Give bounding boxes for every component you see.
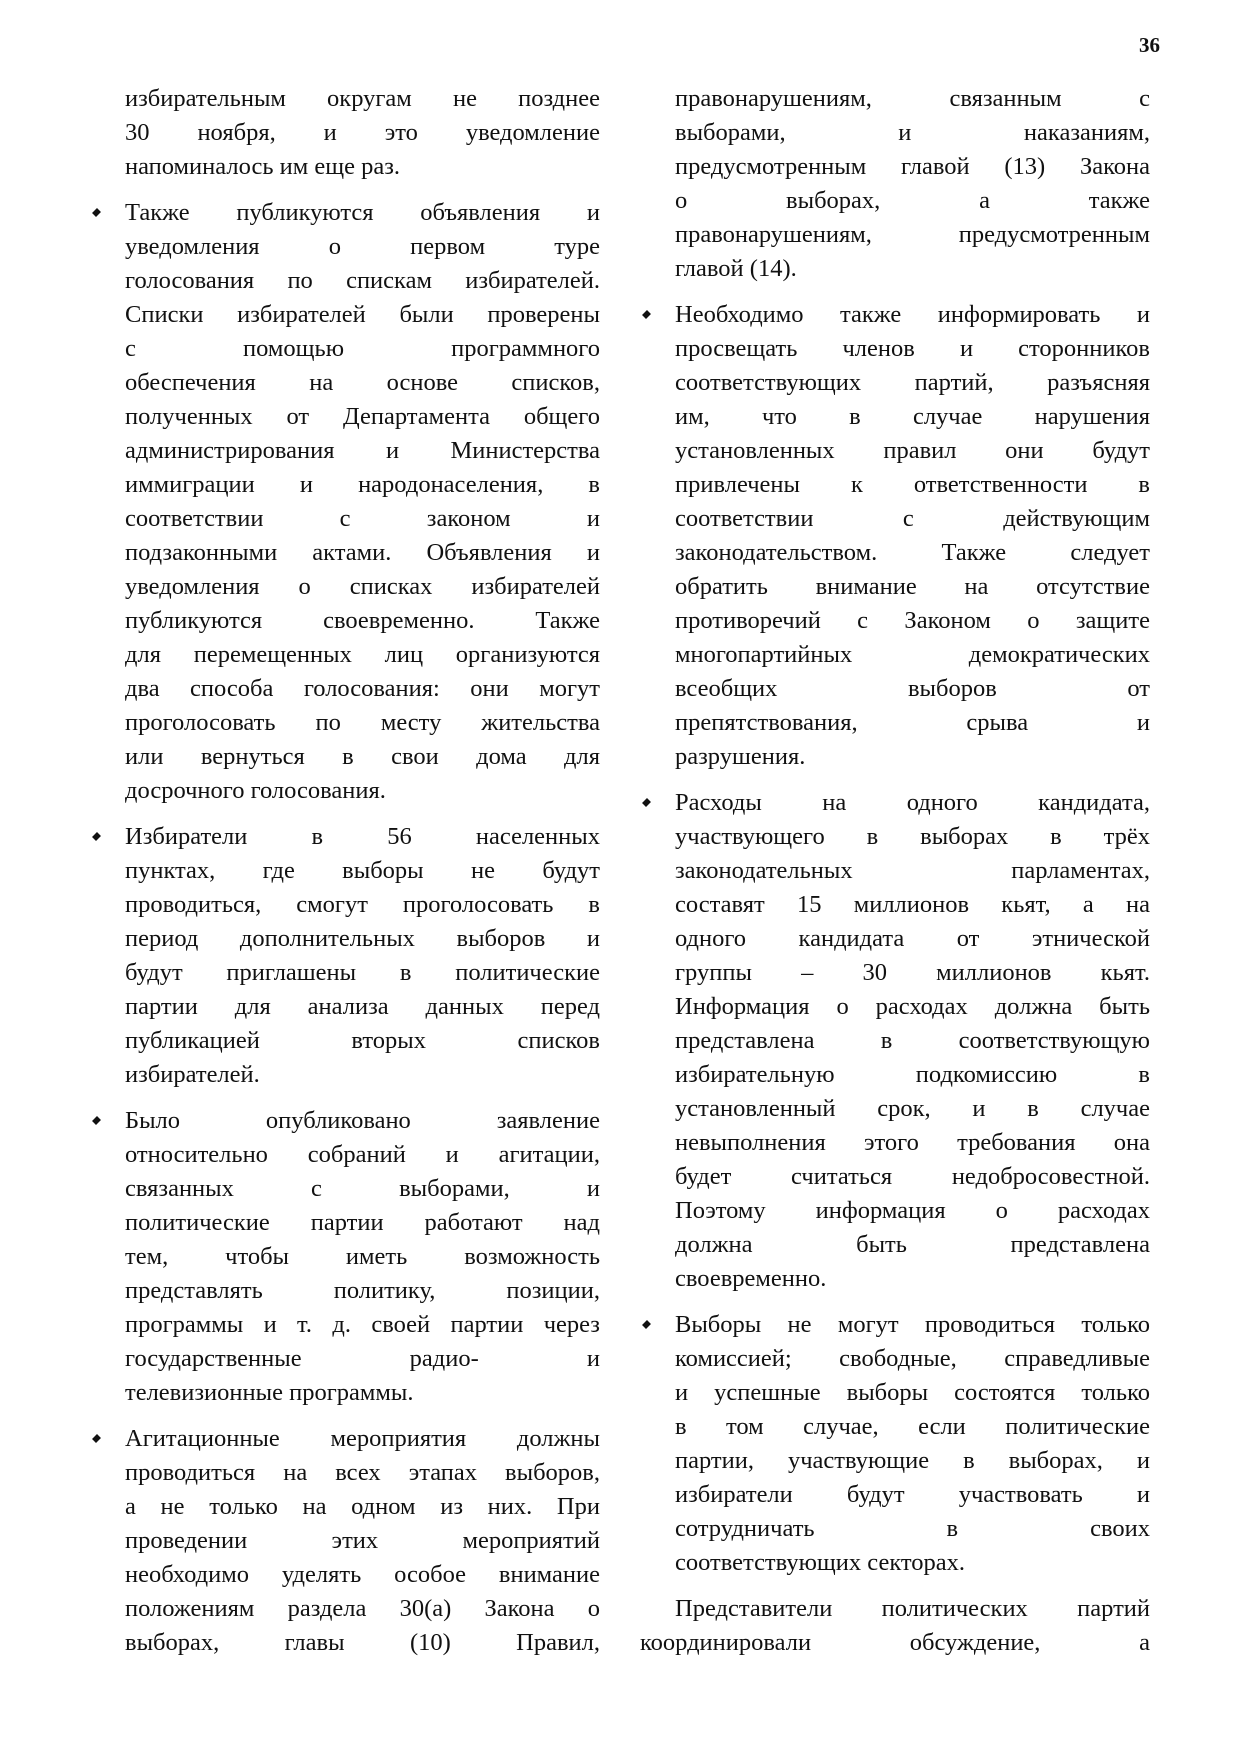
text-line: относительно собраний и агитации, [125, 1141, 600, 1168]
text-line: невыполнения этого требования она [675, 1129, 1150, 1156]
text-line: правонарушениям, связанным с [675, 85, 1150, 112]
text-line: проводиться, смогут проголосовать в [125, 891, 600, 918]
text-line: установленный срок, и в случае [675, 1095, 1150, 1122]
diamond-bullet-icon [643, 799, 651, 807]
text-line: комиссией; свободные, справедливые [675, 1345, 1150, 1372]
text-line: Расходы на одного кандидата, [675, 789, 1150, 816]
text-line: 30 ноября, и это уведомление [125, 119, 600, 146]
text-line: избиратели будут участвовать и [675, 1481, 1150, 1508]
text-line: иммиграции и народонаселения, в [125, 471, 600, 498]
text-line: Агитационные мероприятия должны [125, 1425, 600, 1452]
text-line: Было опубликовано заявление [125, 1107, 600, 1134]
text-line: законодательных парламентах, [675, 857, 1150, 884]
text-line: а не только на одном из них. При [125, 1493, 600, 1520]
text-line: партии для анализа данных перед [125, 993, 600, 1020]
text-line: выборах, главы (10) Правил, [125, 1629, 600, 1656]
right-column [640, 82, 1150, 1672]
text-line: правонарушениям, предусмотренным [675, 221, 1150, 248]
text-line: обеспечения на основе списков, [125, 369, 600, 396]
text-line: связанных с выборами, и [125, 1175, 600, 1202]
text-line: о выборах, а также [675, 187, 1150, 214]
diamond-bullet-icon [93, 1435, 101, 1443]
text-line: полученных от Департамента общего [125, 403, 600, 430]
text-line: Представители политических партий [675, 1595, 1150, 1622]
text-line: период дополнительных выборов и [125, 925, 600, 952]
text-line: разрушения. [675, 743, 806, 770]
bullet-item [90, 1422, 600, 1660]
text-line: проведении этих мероприятий [125, 1527, 600, 1554]
diamond-bullet-icon [93, 1117, 101, 1125]
text-line: соответствии с действующим [675, 505, 1150, 532]
text-line: Необходимо также информировать и [675, 301, 1150, 328]
continued-text [640, 82, 1150, 286]
text-line: соответствии с законом и [125, 505, 600, 532]
text-line: тем, чтобы иметь возможность [125, 1243, 600, 1270]
text-line: Информация о расходах должна быть [675, 993, 1150, 1020]
bullet-item [640, 786, 1150, 1296]
text-line: и успешные выборы состоятся только [675, 1379, 1150, 1406]
text-line: необходимо уделять особое внимание [125, 1561, 600, 1588]
text-line: в том случае, если политические [675, 1413, 1150, 1440]
text-line: участвующего в выборах в трёх [675, 823, 1150, 850]
text-line: Выборы не могут проводиться только [675, 1311, 1150, 1338]
text-line: обратить внимание на отсутствие [675, 573, 1150, 600]
text-line: привлечены к ответственности в [675, 471, 1150, 498]
bullet-item [90, 1104, 600, 1410]
text-line: партии, участвующие в выборах, и [675, 1447, 1150, 1474]
text-line: подзаконными актами. Объявления и [125, 539, 600, 566]
text-line: пунктах, где выборы не будут [125, 857, 600, 884]
text-line: соответствующих партий, разъясняя [675, 369, 1150, 396]
bullet-item [90, 820, 600, 1092]
text-line: или вернуться в свои дома для [125, 743, 600, 770]
text-line: уведомления о первом туре [125, 233, 600, 260]
text-line: два способа голосования: они могут [125, 675, 600, 702]
diamond-bullet-icon [93, 833, 101, 841]
text-line: предусмотренным главой (13) Закона [675, 153, 1150, 180]
text-line: избирателей. [125, 1061, 260, 1088]
diamond-bullet-icon [643, 1321, 651, 1329]
text-line: положениям раздела 30(а) Закона о [125, 1595, 600, 1622]
text-line: напоминалось им еще раз. [125, 153, 401, 180]
text-line: всеобщих выборов от [675, 675, 1150, 702]
text-line: представлена в соответствующую [675, 1027, 1150, 1054]
text-line: законодательством. Также следует [675, 539, 1150, 566]
text-line: главой (14). [675, 255, 797, 282]
text-line: публикуются своевременно. Также [125, 607, 600, 634]
diamond-bullet-icon [93, 209, 101, 217]
text-line: Также публикуются объявления и [125, 199, 600, 226]
text-line: публикацией вторых списков [125, 1027, 600, 1054]
text-line: программы и т. д. своей партии через [125, 1311, 600, 1338]
text-line: координировали обсуждение, а [640, 1629, 1150, 1656]
text-line: сотрудничать в своих [675, 1515, 1150, 1542]
text-line: Списки избирателей были проверены [125, 301, 600, 328]
text-line: для перемещенных лиц организуются [125, 641, 600, 668]
text-line: соответствующих секторах. [675, 1549, 966, 1576]
text-line: избирательную подкомиссию в [675, 1061, 1150, 1088]
text-line: своевременно. [675, 1265, 827, 1292]
text-line: будут приглашены в политические [125, 959, 600, 986]
text-line: уведомления о списках избирателей [125, 573, 600, 600]
text-line: выборами, и наказаниям, [675, 119, 1150, 146]
text-line: телевизионные программы. [125, 1379, 414, 1406]
text-line: должна быть представлена [675, 1231, 1150, 1258]
diamond-bullet-icon [643, 311, 651, 319]
bullet-item [640, 298, 1150, 774]
text-line: одного кандидата от этнической [675, 925, 1150, 952]
left-column [90, 82, 600, 1672]
text-line: проводиться на всех этапах выборов, [125, 1459, 600, 1486]
text-line: голосования по спискам избирателей. [125, 267, 600, 294]
text-line: политические партии работают над [125, 1209, 600, 1236]
text-line: государственные радио- и [125, 1345, 600, 1372]
bullet-item [90, 196, 600, 808]
text-line: Поэтому информация о расходах [675, 1197, 1150, 1224]
text-line: препятствования, срыва и [675, 709, 1150, 736]
text-line: представлять политику, позиции, [125, 1277, 600, 1304]
text-line: им, что в случае нарушения [675, 403, 1150, 430]
text-line: составят 15 миллионов кьят, а на [675, 891, 1150, 918]
continued-text [90, 82, 600, 184]
text-line: многопартийных демократических [675, 641, 1150, 668]
text-line: с помощью программного [125, 335, 600, 362]
text-line: досрочного голосования. [125, 777, 386, 804]
text-line: Избиратели в 56 населенных [125, 823, 600, 850]
text-line: просвещать членов и сторонников [675, 335, 1150, 362]
bullet-item [640, 1308, 1150, 1580]
text-line: будет считаться недобросовестной. [675, 1163, 1150, 1190]
text-line: установленных правил они будут [675, 437, 1150, 464]
text-line: проголосовать по месту жительства [125, 709, 600, 736]
text-line: группы – 30 миллионов кьят. [675, 959, 1150, 986]
paragraph [640, 1592, 1150, 1660]
text-line: администрирования и Министерства [125, 437, 600, 464]
text-line: противоречий с Законом о защите [675, 607, 1150, 634]
page-number: 36 [1139, 33, 1160, 57]
text-line: избирательным округам не позднее [125, 85, 600, 112]
